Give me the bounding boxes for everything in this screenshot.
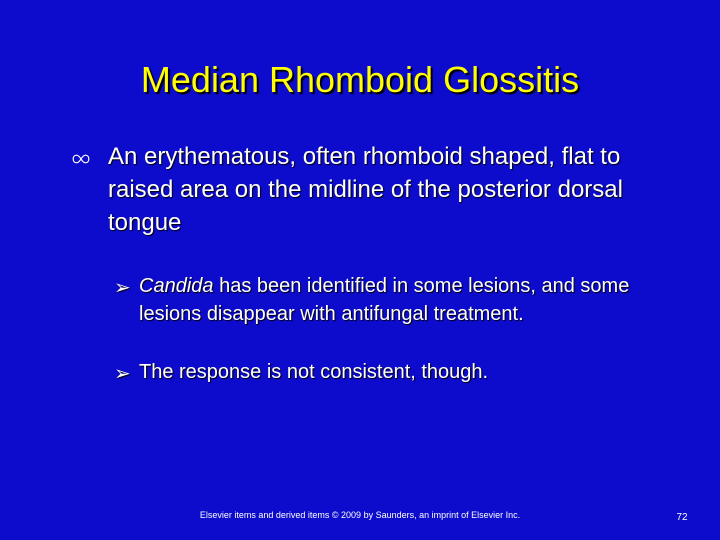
arrow-bullet-icon: ➢ bbox=[114, 277, 131, 299]
arrow-bullet-icon: ➢ bbox=[114, 363, 131, 385]
page-number: 72 bbox=[676, 512, 688, 523]
sub-bullet-2-text: The response is not consistent, though. bbox=[139, 361, 489, 383]
slide-title: Median Rhomboid Glossitis bbox=[140, 59, 580, 100]
main-bullet-text: An erythematous, often rhomboid shaped, flat to raised area on the midline of the posterior dorsal tongue bbox=[108, 143, 623, 236]
sub-bullet-1-rest: has been identified in some lesions, and some lesions disappear with antifungal treatment. bbox=[139, 275, 630, 325]
infinity-bullet-icon bbox=[72, 154, 90, 164]
sub-bullet-1-italic: Candida bbox=[139, 275, 214, 297]
copyright-footer: Elsevier items and derived items © 2009 by Saunders, an imprint of Elsevier Inc. bbox=[199, 510, 521, 520]
sub-bullet-1-text bbox=[139, 272, 639, 328]
